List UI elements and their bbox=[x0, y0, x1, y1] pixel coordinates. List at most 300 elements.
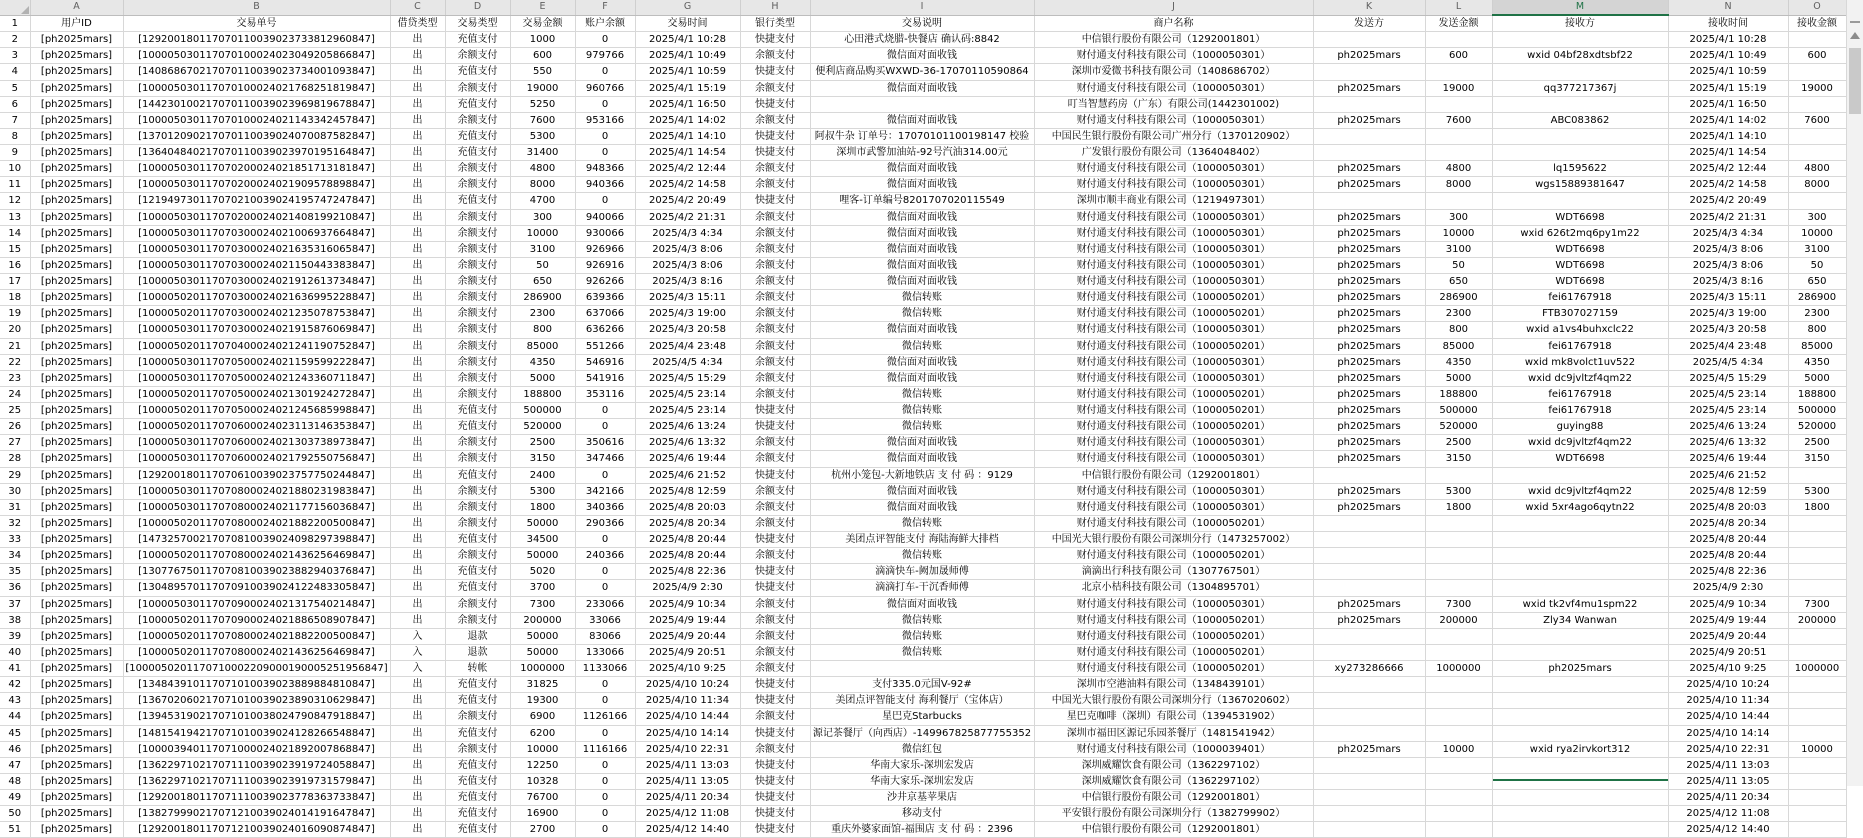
cell-C34[interactable]: 出 bbox=[390, 548, 445, 564]
cell-F4[interactable]: 0 bbox=[575, 64, 635, 80]
cell-B32[interactable]: [100005020117070800024021882200500847] bbox=[123, 515, 390, 531]
cell-D47[interactable]: 充值支付 bbox=[445, 757, 510, 773]
cell-B18[interactable]: [100005020117070300024021636995228847] bbox=[123, 290, 390, 306]
cell-N31[interactable]: 2025/4/8 20:03 bbox=[1668, 499, 1788, 515]
cell-C3[interactable]: 出 bbox=[390, 48, 445, 64]
cell-M15[interactable]: WDT6698 bbox=[1492, 241, 1668, 257]
column-header-E[interactable]: E bbox=[510, 0, 575, 15]
cell-G20[interactable]: 2025/4/3 20:58 bbox=[635, 322, 740, 338]
cell-M48[interactable] bbox=[1492, 773, 1668, 789]
cell-G18[interactable]: 2025/4/3 15:11 bbox=[635, 290, 740, 306]
field-header-L[interactable]: 发送金额 bbox=[1425, 15, 1492, 32]
cell-K47[interactable] bbox=[1313, 757, 1425, 773]
cell-I26[interactable]: 微信转账 bbox=[810, 419, 1034, 435]
cell-C2[interactable]: 出 bbox=[390, 32, 445, 48]
cell-O26[interactable]: 520000 bbox=[1788, 419, 1846, 435]
cell-K13[interactable]: ph2025mars bbox=[1313, 209, 1425, 225]
cell-F10[interactable]: 948366 bbox=[575, 161, 635, 177]
row-header-17[interactable]: 17 bbox=[0, 274, 30, 290]
cell-G47[interactable]: 2025/4/11 13:03 bbox=[635, 757, 740, 773]
cell-G32[interactable]: 2025/4/8 20:34 bbox=[635, 515, 740, 531]
cell-M41[interactable]: ph2025mars bbox=[1492, 661, 1668, 677]
cell-F3[interactable]: 979766 bbox=[575, 48, 635, 64]
cell-C15[interactable]: 出 bbox=[390, 241, 445, 257]
row-header-47[interactable]: 47 bbox=[0, 757, 30, 773]
cell-F50[interactable]: 0 bbox=[575, 806, 635, 822]
cell-F30[interactable]: 342166 bbox=[575, 483, 635, 499]
cell-J16[interactable]: 财付通支付科技有限公司（1000050301） bbox=[1034, 257, 1313, 273]
cell-G13[interactable]: 2025/4/2 21:31 bbox=[635, 209, 740, 225]
cell-H47[interactable]: 快捷支付 bbox=[740, 757, 810, 773]
row-header-32[interactable]: 32 bbox=[0, 515, 30, 531]
cell-D6[interactable]: 充值支付 bbox=[445, 96, 510, 112]
cell-C30[interactable]: 出 bbox=[390, 483, 445, 499]
cell-A25[interactable]: [ph2025mars] bbox=[30, 403, 123, 419]
cell-M4[interactable] bbox=[1492, 64, 1668, 80]
row-header-18[interactable]: 18 bbox=[0, 290, 30, 306]
cell-H4[interactable]: 快捷支付 bbox=[740, 64, 810, 80]
cell-D33[interactable]: 充值支付 bbox=[445, 532, 510, 548]
column-header-C[interactable]: C bbox=[390, 0, 445, 15]
cell-B28[interactable]: [100005030117070600024021792550756847] bbox=[123, 451, 390, 467]
cell-L7[interactable]: 7600 bbox=[1425, 112, 1492, 128]
cell-G11[interactable]: 2025/4/2 14:58 bbox=[635, 177, 740, 193]
cell-L8[interactable] bbox=[1425, 128, 1492, 144]
cell-K31[interactable]: ph2025mars bbox=[1313, 499, 1425, 515]
cell-C6[interactable]: 出 bbox=[390, 96, 445, 112]
cell-J11[interactable]: 财付通支付科技有限公司（1000050301） bbox=[1034, 177, 1313, 193]
cell-D44[interactable]: 余额支付 bbox=[445, 709, 510, 725]
cell-G46[interactable]: 2025/4/10 22:31 bbox=[635, 741, 740, 757]
cell-N44[interactable]: 2025/4/10 14:44 bbox=[1668, 709, 1788, 725]
cell-A43[interactable]: [ph2025mars] bbox=[30, 693, 123, 709]
cell-L32[interactable] bbox=[1425, 515, 1492, 531]
cell-J46[interactable]: 财付通支付科技有限公司（1000039401） bbox=[1034, 741, 1313, 757]
cell-H18[interactable]: 余额支付 bbox=[740, 290, 810, 306]
cell-K29[interactable] bbox=[1313, 467, 1425, 483]
cell-A35[interactable]: [ph2025mars] bbox=[30, 564, 123, 580]
column-header-I[interactable]: I bbox=[810, 0, 1034, 15]
cell-J39[interactable]: 财付通支付科技有限公司（1000050201） bbox=[1034, 628, 1313, 644]
cell-C35[interactable]: 出 bbox=[390, 564, 445, 580]
cell-C39[interactable]: 入 bbox=[390, 628, 445, 644]
cell-O50[interactable] bbox=[1788, 806, 1846, 822]
cell-E5[interactable]: 19000 bbox=[510, 80, 575, 96]
row-header-48[interactable]: 48 bbox=[0, 773, 30, 789]
cell-J2[interactable]: 中信银行股份有限公司（1292001801） bbox=[1034, 32, 1313, 48]
cell-K44[interactable] bbox=[1313, 709, 1425, 725]
cell-F2[interactable]: 0 bbox=[575, 32, 635, 48]
cell-K30[interactable]: ph2025mars bbox=[1313, 483, 1425, 499]
cell-H38[interactable]: 余额支付 bbox=[740, 612, 810, 628]
cell-L17[interactable]: 650 bbox=[1425, 274, 1492, 290]
cell-O9[interactable] bbox=[1788, 145, 1846, 161]
cell-I32[interactable]: 微信转账 bbox=[810, 515, 1034, 531]
cell-E42[interactable]: 31825 bbox=[510, 677, 575, 693]
cell-O17[interactable]: 650 bbox=[1788, 274, 1846, 290]
cell-J32[interactable]: 财付通支付科技有限公司（1000050201） bbox=[1034, 515, 1313, 531]
cell-I39[interactable]: 微信转账 bbox=[810, 628, 1034, 644]
cell-G4[interactable]: 2025/4/1 10:59 bbox=[635, 64, 740, 80]
cell-D39[interactable]: 退款 bbox=[445, 628, 510, 644]
cell-B5[interactable]: [100005030117070100024021768251819847] bbox=[123, 80, 390, 96]
cell-I14[interactable]: 微信面对面收钱 bbox=[810, 225, 1034, 241]
cell-B21[interactable]: [100005020117070400024021241190752847] bbox=[123, 338, 390, 354]
cell-J27[interactable]: 财付通支付科技有限公司（1000050301） bbox=[1034, 435, 1313, 451]
cell-N48[interactable]: 2025/4/11 13:05 bbox=[1668, 773, 1788, 789]
cell-M43[interactable] bbox=[1492, 693, 1668, 709]
cell-J34[interactable]: 财付通支付科技有限公司（1000050201） bbox=[1034, 548, 1313, 564]
cell-M8[interactable] bbox=[1492, 128, 1668, 144]
cell-J29[interactable]: 中信银行股份有限公司（1292001801） bbox=[1034, 467, 1313, 483]
cell-A27[interactable]: [ph2025mars] bbox=[30, 435, 123, 451]
cell-B11[interactable]: [100005030117070200024021909578898847] bbox=[123, 177, 390, 193]
cell-O29[interactable] bbox=[1788, 467, 1846, 483]
scrollbar-thumb[interactable] bbox=[1849, 48, 1861, 114]
cell-B39[interactable]: [100005020117070800024021882200500847] bbox=[123, 628, 390, 644]
column-header-G[interactable]: G bbox=[635, 0, 740, 15]
cell-F29[interactable]: 0 bbox=[575, 467, 635, 483]
cell-H34[interactable]: 余额支付 bbox=[740, 548, 810, 564]
cell-E22[interactable]: 4350 bbox=[510, 354, 575, 370]
cell-K25[interactable]: ph2025mars bbox=[1313, 403, 1425, 419]
row-header-16[interactable]: 16 bbox=[0, 257, 30, 273]
cell-B8[interactable]: [137012090217070110039024070087582847] bbox=[123, 128, 390, 144]
cell-H44[interactable]: 余额支付 bbox=[740, 709, 810, 725]
cell-B14[interactable]: [100005030117070300024021006937664847] bbox=[123, 225, 390, 241]
cell-C36[interactable]: 出 bbox=[390, 580, 445, 596]
field-header-M[interactable]: 接收方 bbox=[1492, 15, 1668, 32]
cell-D49[interactable]: 充值支付 bbox=[445, 790, 510, 806]
cell-B3[interactable]: [100005030117070100024023049205866847] bbox=[123, 48, 390, 64]
cell-F6[interactable]: 0 bbox=[575, 96, 635, 112]
column-header-A[interactable]: A bbox=[30, 0, 123, 15]
cell-A50[interactable]: [ph2025mars] bbox=[30, 806, 123, 822]
row-header-23[interactable]: 23 bbox=[0, 370, 30, 386]
cell-N6[interactable]: 2025/4/1 16:50 bbox=[1668, 96, 1788, 112]
cell-B7[interactable]: [100005030117070100024021143342457847] bbox=[123, 112, 390, 128]
cell-K49[interactable] bbox=[1313, 790, 1425, 806]
cell-G22[interactable]: 2025/4/5 4:34 bbox=[635, 354, 740, 370]
cell-M27[interactable]: wxid dc9jvltzf4qm22 bbox=[1492, 435, 1668, 451]
cell-M35[interactable] bbox=[1492, 564, 1668, 580]
cell-O39[interactable] bbox=[1788, 628, 1846, 644]
cell-D26[interactable]: 充值支付 bbox=[445, 419, 510, 435]
cell-D37[interactable]: 余额支付 bbox=[445, 596, 510, 612]
cell-C9[interactable]: 出 bbox=[390, 145, 445, 161]
cell-J10[interactable]: 财付通支付科技有限公司（1000050301） bbox=[1034, 161, 1313, 177]
cell-H6[interactable]: 快捷支付 bbox=[740, 96, 810, 112]
cell-B10[interactable]: [100005030117070200024021851713181847] bbox=[123, 161, 390, 177]
cell-J51[interactable]: 中信银行股份有限公司（1292001801） bbox=[1034, 822, 1313, 838]
row-header-13[interactable]: 13 bbox=[0, 209, 30, 225]
cell-H12[interactable]: 快捷支付 bbox=[740, 193, 810, 209]
cell-N30[interactable]: 2025/4/8 12:59 bbox=[1668, 483, 1788, 499]
cell-A40[interactable]: [ph2025mars] bbox=[30, 644, 123, 660]
cell-K50[interactable] bbox=[1313, 806, 1425, 822]
cell-M6[interactable] bbox=[1492, 96, 1668, 112]
cell-G50[interactable]: 2025/4/12 11:08 bbox=[635, 806, 740, 822]
cell-F26[interactable]: 0 bbox=[575, 419, 635, 435]
cell-C19[interactable]: 出 bbox=[390, 306, 445, 322]
cell-K17[interactable]: ph2025mars bbox=[1313, 274, 1425, 290]
cell-L50[interactable] bbox=[1425, 806, 1492, 822]
cell-J42[interactable]: 深圳市空港油料有限公司（1348439101） bbox=[1034, 677, 1313, 693]
cell-A12[interactable]: [ph2025mars] bbox=[30, 193, 123, 209]
cell-O37[interactable]: 7300 bbox=[1788, 596, 1846, 612]
cell-L25[interactable]: 500000 bbox=[1425, 403, 1492, 419]
cell-K39[interactable] bbox=[1313, 628, 1425, 644]
column-header-F[interactable]: F bbox=[575, 0, 635, 15]
cell-O11[interactable]: 8000 bbox=[1788, 177, 1846, 193]
cell-N29[interactable]: 2025/4/6 21:52 bbox=[1668, 467, 1788, 483]
cell-C23[interactable]: 出 bbox=[390, 370, 445, 386]
cell-I40[interactable]: 微信转账 bbox=[810, 644, 1034, 660]
cell-F24[interactable]: 353116 bbox=[575, 386, 635, 402]
cell-K2[interactable] bbox=[1313, 32, 1425, 48]
cell-I48[interactable]: 华南大家乐-深圳宏发店 bbox=[810, 773, 1034, 789]
cell-M13[interactable]: WDT6698 bbox=[1492, 209, 1668, 225]
column-header-K[interactable]: K bbox=[1313, 0, 1425, 15]
cell-C45[interactable]: 出 bbox=[390, 725, 445, 741]
cell-L22[interactable]: 4350 bbox=[1425, 354, 1492, 370]
row-header-39[interactable]: 39 bbox=[0, 628, 30, 644]
cell-M16[interactable]: WDT6698 bbox=[1492, 257, 1668, 273]
cell-M14[interactable]: wxid 626t2mq6py1m22 bbox=[1492, 225, 1668, 241]
cell-C21[interactable]: 出 bbox=[390, 338, 445, 354]
cell-F8[interactable]: 0 bbox=[575, 128, 635, 144]
cell-F33[interactable]: 0 bbox=[575, 532, 635, 548]
row-header-9[interactable]: 9 bbox=[0, 145, 30, 161]
cell-N9[interactable]: 2025/4/1 14:54 bbox=[1668, 145, 1788, 161]
cell-A29[interactable]: [ph2025mars] bbox=[30, 467, 123, 483]
cell-K10[interactable]: ph2025mars bbox=[1313, 161, 1425, 177]
cell-I33[interactable]: 美团点评智能支付 海陆海鲜大排档 bbox=[810, 532, 1034, 548]
cell-I44[interactable]: 星巴克Starbucks bbox=[810, 709, 1034, 725]
cell-J3[interactable]: 财付通支付科技有限公司（1000050301） bbox=[1034, 48, 1313, 64]
cell-L19[interactable]: 2300 bbox=[1425, 306, 1492, 322]
cell-K37[interactable]: ph2025mars bbox=[1313, 596, 1425, 612]
cell-F9[interactable]: 0 bbox=[575, 145, 635, 161]
cell-H13[interactable]: 余额支付 bbox=[740, 209, 810, 225]
cell-G16[interactable]: 2025/4/3 8:06 bbox=[635, 257, 740, 273]
row-header-2[interactable]: 2 bbox=[0, 32, 30, 48]
cell-N27[interactable]: 2025/4/6 13:32 bbox=[1668, 435, 1788, 451]
cell-D48[interactable]: 充值支付 bbox=[445, 773, 510, 789]
cell-E49[interactable]: 76700 bbox=[510, 790, 575, 806]
column-header-O[interactable]: O bbox=[1788, 0, 1846, 15]
cell-N18[interactable]: 2025/4/3 15:11 bbox=[1668, 290, 1788, 306]
cell-N34[interactable]: 2025/4/8 20:44 bbox=[1668, 548, 1788, 564]
cell-A28[interactable]: [ph2025mars] bbox=[30, 451, 123, 467]
cell-A8[interactable]: [ph2025mars] bbox=[30, 128, 123, 144]
cell-I19[interactable]: 微信转账 bbox=[810, 306, 1034, 322]
cell-L3[interactable]: 600 bbox=[1425, 48, 1492, 64]
cell-B42[interactable]: [134843910117071010039023889884810847] bbox=[123, 677, 390, 693]
cell-I10[interactable]: 微信面对面收钱 bbox=[810, 161, 1034, 177]
cell-K40[interactable] bbox=[1313, 644, 1425, 660]
cell-B25[interactable]: [100005020117070500024021245685998847] bbox=[123, 403, 390, 419]
cell-G8[interactable]: 2025/4/1 14:10 bbox=[635, 128, 740, 144]
cell-C11[interactable]: 出 bbox=[390, 177, 445, 193]
cell-G35[interactable]: 2025/4/8 22:36 bbox=[635, 564, 740, 580]
cell-L28[interactable]: 3150 bbox=[1425, 451, 1492, 467]
cell-C5[interactable]: 出 bbox=[390, 80, 445, 96]
cell-M29[interactable] bbox=[1492, 467, 1668, 483]
cell-F45[interactable]: 0 bbox=[575, 725, 635, 741]
cell-D29[interactable]: 充值支付 bbox=[445, 467, 510, 483]
cell-G41[interactable]: 2025/4/10 9:25 bbox=[635, 661, 740, 677]
cell-G9[interactable]: 2025/4/1 14:54 bbox=[635, 145, 740, 161]
cell-H31[interactable]: 余额支付 bbox=[740, 499, 810, 515]
column-header-J[interactable]: J bbox=[1034, 0, 1313, 15]
row-header-30[interactable]: 30 bbox=[0, 483, 30, 499]
cell-J13[interactable]: 财付通支付科技有限公司（1000050301） bbox=[1034, 209, 1313, 225]
cell-J5[interactable]: 财付通支付科技有限公司（1000050301） bbox=[1034, 80, 1313, 96]
cell-D31[interactable]: 余额支付 bbox=[445, 499, 510, 515]
cell-O27[interactable]: 2500 bbox=[1788, 435, 1846, 451]
cell-L24[interactable]: 188800 bbox=[1425, 386, 1492, 402]
cell-H35[interactable]: 快捷支付 bbox=[740, 564, 810, 580]
cell-L18[interactable]: 286900 bbox=[1425, 290, 1492, 306]
cell-I12[interactable]: 哩客-订单编号8201707020115549 bbox=[810, 193, 1034, 209]
cell-E10[interactable]: 4800 bbox=[510, 161, 575, 177]
cell-M20[interactable]: wxid a1vs4buhxclc22 bbox=[1492, 322, 1668, 338]
cell-M31[interactable]: wxid 5xr4ago6qytn22 bbox=[1492, 499, 1668, 515]
cell-F42[interactable]: 0 bbox=[575, 677, 635, 693]
cell-H32[interactable]: 余额支付 bbox=[740, 515, 810, 531]
cell-F15[interactable]: 926966 bbox=[575, 241, 635, 257]
cell-K15[interactable]: ph2025mars bbox=[1313, 241, 1425, 257]
cell-F36[interactable]: 0 bbox=[575, 580, 635, 596]
cell-K20[interactable]: ph2025mars bbox=[1313, 322, 1425, 338]
cell-E16[interactable]: 50 bbox=[510, 257, 575, 273]
cell-M34[interactable] bbox=[1492, 548, 1668, 564]
cell-K14[interactable]: ph2025mars bbox=[1313, 225, 1425, 241]
cell-A19[interactable]: [ph2025mars] bbox=[30, 306, 123, 322]
cell-K28[interactable]: ph2025mars bbox=[1313, 451, 1425, 467]
cell-D10[interactable]: 余额支付 bbox=[445, 161, 510, 177]
cell-M44[interactable] bbox=[1492, 709, 1668, 725]
cell-M17[interactable]: WDT6698 bbox=[1492, 274, 1668, 290]
cell-G36[interactable]: 2025/4/9 2:30 bbox=[635, 580, 740, 596]
field-header-J[interactable]: 商户名称 bbox=[1034, 15, 1313, 32]
cell-G49[interactable]: 2025/4/11 20:34 bbox=[635, 790, 740, 806]
cell-L39[interactable] bbox=[1425, 628, 1492, 644]
cell-C32[interactable]: 出 bbox=[390, 515, 445, 531]
cell-B19[interactable]: [100005020117070300024021235078753847] bbox=[123, 306, 390, 322]
cell-L40[interactable] bbox=[1425, 644, 1492, 660]
cell-M45[interactable] bbox=[1492, 725, 1668, 741]
cell-J38[interactable]: 财付通支付科技有限公司（1000050201） bbox=[1034, 612, 1313, 628]
row-header-22[interactable]: 22 bbox=[0, 354, 30, 370]
cell-L44[interactable] bbox=[1425, 709, 1492, 725]
cell-L16[interactable]: 50 bbox=[1425, 257, 1492, 273]
cell-D19[interactable]: 余额支付 bbox=[445, 306, 510, 322]
cell-B49[interactable]: [129200180117071110039023778363733847] bbox=[123, 790, 390, 806]
cell-A45[interactable]: [ph2025mars] bbox=[30, 725, 123, 741]
cell-J9[interactable]: 广发银行股份有限公司（1364048402） bbox=[1034, 145, 1313, 161]
vertical-scrollbar[interactable] bbox=[1846, 0, 1863, 786]
cell-L34[interactable] bbox=[1425, 548, 1492, 564]
row-header-33[interactable]: 33 bbox=[0, 532, 30, 548]
cell-L6[interactable] bbox=[1425, 96, 1492, 112]
cell-K27[interactable]: ph2025mars bbox=[1313, 435, 1425, 451]
cell-B9[interactable]: [136404840217070110039023970195164847] bbox=[123, 145, 390, 161]
cell-I30[interactable]: 微信面对面收钱 bbox=[810, 483, 1034, 499]
field-header-O[interactable]: 接收金额 bbox=[1788, 15, 1846, 32]
cell-G48[interactable]: 2025/4/11 13:05 bbox=[635, 773, 740, 789]
cell-M25[interactable]: fei61767918 bbox=[1492, 403, 1668, 419]
cell-E3[interactable]: 600 bbox=[510, 48, 575, 64]
cell-J26[interactable]: 财付通支付科技有限公司（1000050201） bbox=[1034, 419, 1313, 435]
cell-G21[interactable]: 2025/4/4 23:48 bbox=[635, 338, 740, 354]
cell-J25[interactable]: 财付通支付科技有限公司（1000050201） bbox=[1034, 403, 1313, 419]
cell-G24[interactable]: 2025/4/5 23:14 bbox=[635, 386, 740, 402]
cell-B37[interactable]: [100005030117070900024021317540214847] bbox=[123, 596, 390, 612]
scroll-up-arrow-icon[interactable] bbox=[1850, 32, 1860, 39]
cell-B12[interactable]: [121949730117070210039024195747247847] bbox=[123, 193, 390, 209]
cell-G31[interactable]: 2025/4/8 20:03 bbox=[635, 499, 740, 515]
cell-B20[interactable]: [100005030117070300024021915876069847] bbox=[123, 322, 390, 338]
cell-I2[interactable]: 心田港式烧腊-快餐店 确认码:8842 bbox=[810, 32, 1034, 48]
cell-F40[interactable]: 133066 bbox=[575, 644, 635, 660]
cell-G45[interactable]: 2025/4/10 14:14 bbox=[635, 725, 740, 741]
cell-B40[interactable]: [100005020117070800024021436256469847] bbox=[123, 644, 390, 660]
cell-C13[interactable]: 出 bbox=[390, 209, 445, 225]
cell-A46[interactable]: [ph2025mars] bbox=[30, 741, 123, 757]
cell-D42[interactable]: 充值支付 bbox=[445, 677, 510, 693]
cell-K7[interactable]: ph2025mars bbox=[1313, 112, 1425, 128]
cell-O43[interactable] bbox=[1788, 693, 1846, 709]
cell-F23[interactable]: 541916 bbox=[575, 370, 635, 386]
cell-L37[interactable]: 7300 bbox=[1425, 596, 1492, 612]
cell-A33[interactable]: [ph2025mars] bbox=[30, 532, 123, 548]
cell-K38[interactable]: ph2025mars bbox=[1313, 612, 1425, 628]
cell-O14[interactable]: 10000 bbox=[1788, 225, 1846, 241]
cell-C24[interactable]: 出 bbox=[390, 386, 445, 402]
cell-J24[interactable]: 财付通支付科技有限公司（1000050201） bbox=[1034, 386, 1313, 402]
cell-M22[interactable]: wxid mk8volct1uv522 bbox=[1492, 354, 1668, 370]
cell-E36[interactable]: 3700 bbox=[510, 580, 575, 596]
cell-F20[interactable]: 636266 bbox=[575, 322, 635, 338]
cell-E34[interactable]: 50000 bbox=[510, 548, 575, 564]
cell-J36[interactable]: 北京小桔科技有限公司（1304895701） bbox=[1034, 580, 1313, 596]
cell-A14[interactable]: [ph2025mars] bbox=[30, 225, 123, 241]
cell-D30[interactable]: 余额支付 bbox=[445, 483, 510, 499]
cell-N13[interactable]: 2025/4/2 21:31 bbox=[1668, 209, 1788, 225]
cell-J50[interactable]: 平安银行股份有限公司深圳分行（1382799902） bbox=[1034, 806, 1313, 822]
cell-O44[interactable] bbox=[1788, 709, 1846, 725]
cell-L11[interactable]: 8000 bbox=[1425, 177, 1492, 193]
cell-O18[interactable]: 286900 bbox=[1788, 290, 1846, 306]
cell-E24[interactable]: 188800 bbox=[510, 386, 575, 402]
cell-G7[interactable]: 2025/4/1 14:02 bbox=[635, 112, 740, 128]
cell-L14[interactable]: 10000 bbox=[1425, 225, 1492, 241]
cell-M10[interactable]: lq1595622 bbox=[1492, 161, 1668, 177]
cell-I5[interactable]: 微信面对面收钱 bbox=[810, 80, 1034, 96]
cell-N32[interactable]: 2025/4/8 20:34 bbox=[1668, 515, 1788, 531]
cell-G17[interactable]: 2025/4/3 8:16 bbox=[635, 274, 740, 290]
cell-K23[interactable]: ph2025mars bbox=[1313, 370, 1425, 386]
cell-F34[interactable]: 240366 bbox=[575, 548, 635, 564]
cell-G44[interactable]: 2025/4/10 14:44 bbox=[635, 709, 740, 725]
cell-C40[interactable]: 入 bbox=[390, 644, 445, 660]
field-header-B[interactable]: 交易单号 bbox=[123, 15, 390, 32]
cell-I21[interactable]: 微信转账 bbox=[810, 338, 1034, 354]
field-header-G[interactable]: 交易时间 bbox=[635, 15, 740, 32]
cell-A18[interactable]: [ph2025mars] bbox=[30, 290, 123, 306]
